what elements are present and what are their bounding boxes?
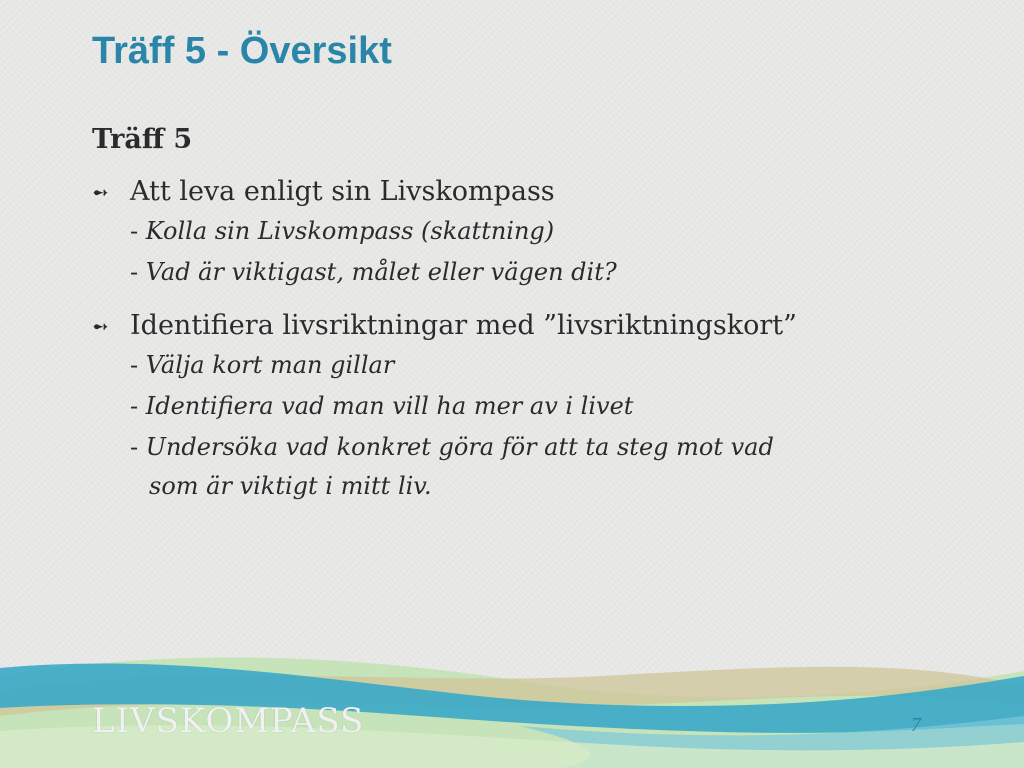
bullet-text: Att leva enligt sin Livskompass [130, 176, 555, 207]
sub-item [92, 427, 952, 504]
dash: - [130, 258, 146, 286]
sub-item [92, 252, 952, 293]
bullet-item [92, 173, 952, 211]
bullet-block-1 [92, 173, 952, 293]
livskompass-logo: LIVSKOMPASS [92, 701, 365, 741]
sub-item-text: Vad är viktigast, målet eller vägen dit? [145, 258, 617, 286]
bullet-block-2 [92, 307, 952, 504]
bullet-text: Identifiera livsriktningar med ”livsriktningskort” [130, 310, 797, 341]
sub-item [92, 386, 952, 427]
slide-subheading: Träff 5 [92, 124, 193, 155]
dash: - [130, 433, 146, 461]
arrow-bullet-icon: ➻ [92, 314, 109, 338]
slide-title: Träff 5 - Översikt [92, 30, 392, 72]
arrow-bullet-icon: ➻ [92, 180, 109, 204]
sub-item [92, 211, 952, 252]
dash: - [130, 351, 146, 379]
bullet-item [92, 307, 952, 345]
dash: - [130, 217, 146, 245]
sub-item-continuation: som är viktigt i mitt liv. [149, 472, 432, 500]
sub-item-text: Kolla sin Livskompass (skattning) [145, 217, 555, 245]
sub-item-text: Undersöka vad konkret göra för att ta steg mot vad [145, 433, 774, 461]
sub-item [92, 345, 952, 386]
page-number: 7 [911, 714, 921, 736]
sub-item-text: Välja kort man gillar [145, 351, 395, 379]
sub-item-text: Identifiera vad man vill ha mer av i livet [145, 392, 634, 420]
slide-content [92, 124, 952, 518]
dash: - [130, 392, 146, 420]
